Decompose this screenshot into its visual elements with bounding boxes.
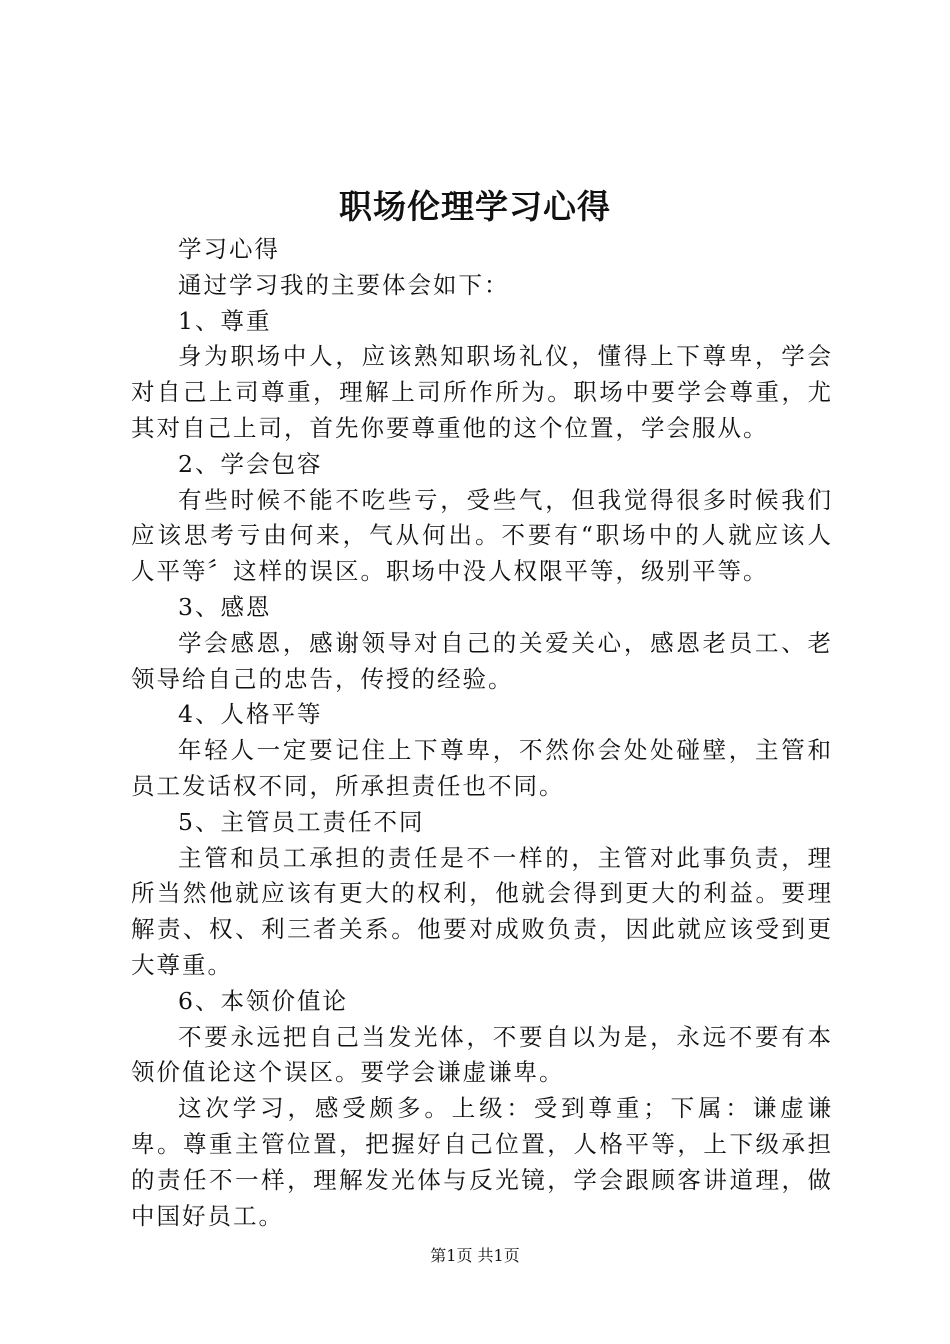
- paragraph-ability: 不要永远把自己当发光体，不要自以为是，永远不要有本领价值论这个误区。要学会谦虚谦卑。: [131, 1022, 833, 1087]
- paragraph-tolerance: 有些时候不能不吃些亏，受些气，但我觉得很多时候我们应该思考亏由何来，气从何出。不要有“职场中的人就应该人人平等〞这样的误区。职场中没人权限平等，级别平等。: [131, 485, 833, 586]
- paragraph-equality: 年轻人一定要记住上下尊卑，不然你会处处碰壁，主管和员工发话权不同，所承担责任也不同。: [131, 736, 833, 800]
- paragraph-intro: 通过学习我的主要体会如下：: [178, 270, 510, 299]
- paragraph-respect: 身为职场中人，应该熟知职场礼仪，懂得上下尊卑，学会对自己上司尊重，理解上司所作所为。职场中要学会尊重，尤其对自己上司，首先你要尊重他的这个位置，学会服从。: [131, 342, 833, 442]
- page-footer: 第1页 共1页: [430, 1246, 520, 1265]
- document-body: [131, 232, 833, 1234]
- section-heading-respect: 1、尊重: [178, 306, 272, 335]
- section-heading-responsibility: 5、主管员工责任不同: [178, 807, 425, 836]
- paragraph-heading-study-notes: 学习心得: [178, 235, 280, 263]
- document-title: 职场伦理学习心得: [339, 187, 611, 226]
- section-heading-ability: 6、本领价值论: [178, 986, 348, 1015]
- paragraph-gratitude: 学会感恩，感谢领导对自己的关爱关心，感恩老员工、老领导给自己的忠告，传授的经验。: [131, 628, 833, 693]
- paragraph-conclusion: 这次学习，感受颇多。上级：受到尊重；下属：谦虚谦卑。尊重主管位置，把握好自己位置，人格平等，上下级承担的责任不一样，理解发光体与反光镜，学会跟顾客讲道理，做中国好员工。: [131, 1094, 833, 1230]
- paragraph-responsibility: 主管和员工承担的责任是不一样的，主管对此事负责，理所当然他就应该有更大的权利，他就会得到更大的利益。要理解责、权、利三者关系。他要对成败负责，因此就应该受到更大尊重。: [131, 843, 833, 979]
- section-heading-gratitude: 3、感恩: [178, 592, 272, 621]
- section-heading-tolerance: 2、学会包容: [178, 449, 323, 478]
- section-heading-equality: 4、人格平等: [178, 700, 323, 729]
